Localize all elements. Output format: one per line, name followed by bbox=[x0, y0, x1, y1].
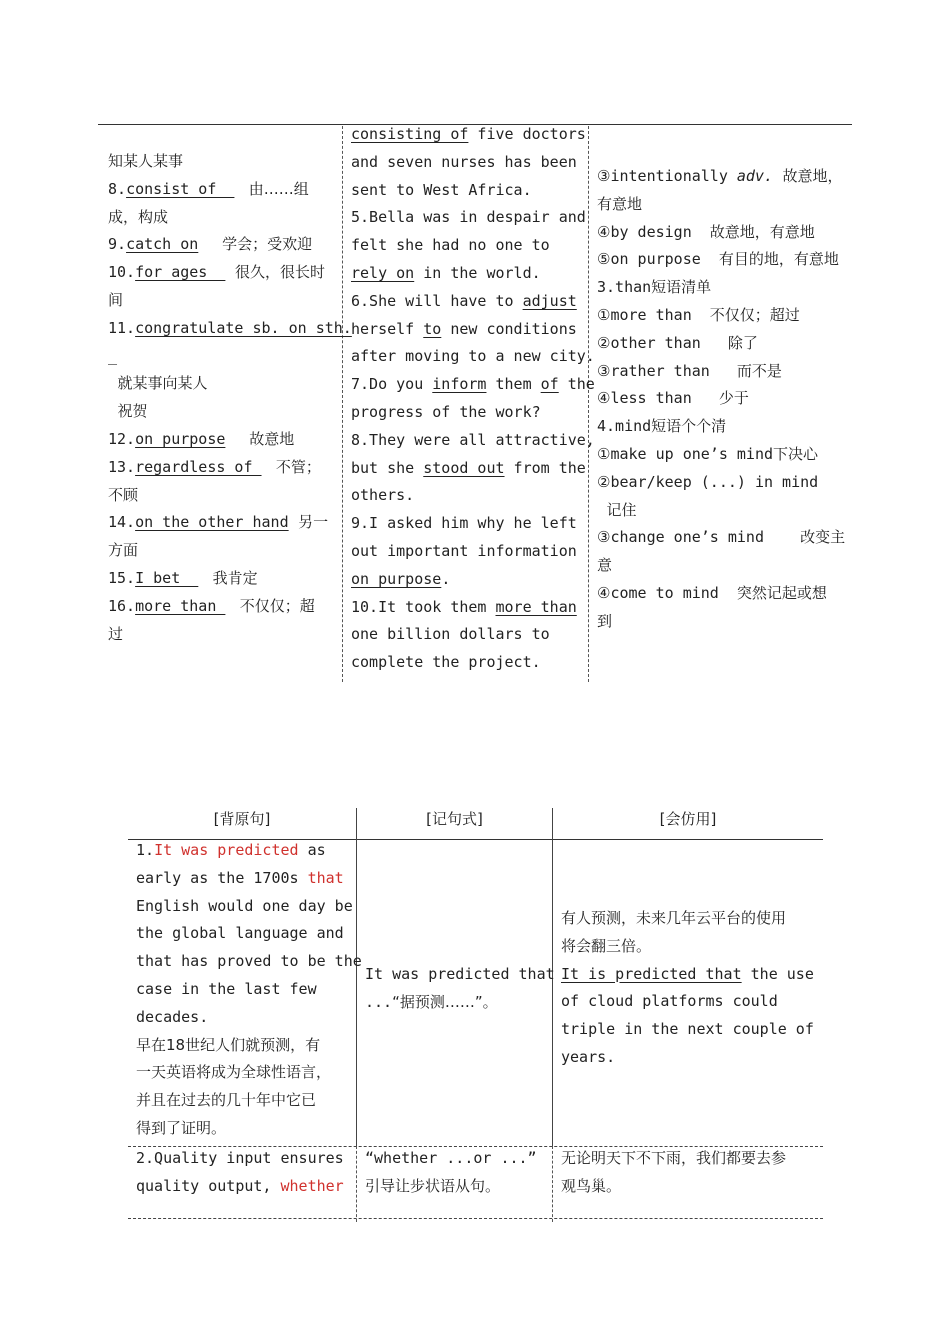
text-line bbox=[108, 286, 123, 314]
text-segment: sent to West Africa. bbox=[351, 180, 532, 199]
text-segment: 引导让步状语从句。 bbox=[365, 1176, 501, 1195]
text-segment: 9. bbox=[108, 235, 127, 254]
text-segment: 3.than短语清单 bbox=[597, 278, 712, 297]
text-line bbox=[351, 259, 541, 287]
text-line bbox=[561, 904, 786, 932]
text-segment: 知某人某事 bbox=[108, 152, 184, 170]
text-segment: 7.Do you bbox=[351, 375, 433, 394]
text-line bbox=[108, 397, 148, 425]
answer-underlined: on purpose bbox=[351, 569, 442, 588]
text-segment: 观鸟巢。 bbox=[561, 1176, 622, 1195]
text-line bbox=[108, 453, 321, 481]
text-line bbox=[351, 176, 532, 204]
highlighted-text: that bbox=[307, 868, 344, 887]
text-line bbox=[136, 1086, 316, 1114]
answer-underlined: stood out bbox=[423, 458, 505, 477]
text-segment: after moving to a new city. bbox=[351, 347, 595, 366]
text-segment: years. bbox=[561, 1048, 616, 1066]
text-segment: of cloud platforms could bbox=[561, 992, 778, 1011]
column-divider bbox=[588, 126, 589, 682]
text-line bbox=[108, 314, 352, 342]
text-segment: 一天英语将成为全球性语言， bbox=[136, 1063, 332, 1082]
text-segment: 早在18世纪人们就预测，有 bbox=[136, 1035, 321, 1054]
text-line bbox=[108, 175, 309, 203]
answer-underlined: for ages bbox=[135, 263, 226, 282]
text-line bbox=[351, 120, 586, 148]
text-segment: quality output, bbox=[136, 1176, 281, 1195]
text-line bbox=[108, 203, 168, 231]
text-segment: 6.She will have to bbox=[351, 291, 523, 310]
text-segment: from the bbox=[504, 458, 586, 477]
text-segment: and seven nurses has been bbox=[351, 152, 577, 171]
text-line bbox=[597, 440, 818, 468]
text-line bbox=[108, 536, 138, 564]
text-segment: 将会翻三倍。 bbox=[561, 936, 652, 955]
text-segment: 10. bbox=[108, 263, 136, 282]
text-line bbox=[351, 593, 577, 621]
answer-underlined: I bet bbox=[135, 569, 199, 587]
text-segment: as bbox=[298, 841, 326, 859]
text-segment: ⑤on purpose 有目的地，有意地 bbox=[597, 250, 839, 269]
text-line bbox=[136, 1058, 331, 1086]
text-segment: 2.Quality input ensures bbox=[136, 1149, 344, 1167]
text-line bbox=[351, 454, 586, 482]
text-line bbox=[108, 147, 183, 175]
column-divider bbox=[342, 126, 343, 682]
text-segment: 9.I asked him why he left bbox=[351, 514, 577, 533]
text-line bbox=[351, 148, 577, 176]
text-segment: 到 bbox=[597, 611, 613, 630]
text-segment: ②bear/keep (...) in mind bbox=[597, 472, 819, 491]
text-segment: 15. bbox=[108, 569, 136, 587]
text-line bbox=[351, 426, 595, 454]
text-line bbox=[597, 412, 726, 440]
text-segment: 11. bbox=[108, 318, 136, 337]
answer-underlined: on the other hand bbox=[135, 513, 289, 532]
text-line bbox=[597, 301, 800, 329]
text-segment: _ bbox=[108, 346, 118, 365]
text-segment: 故意地， bbox=[773, 167, 843, 185]
text-segment: adv. bbox=[736, 167, 774, 185]
text-segment: 并且在过去的几十年中它已 bbox=[136, 1091, 317, 1110]
text-line bbox=[136, 947, 362, 975]
answer-underlined: congratulate sb. on sth. bbox=[135, 318, 352, 337]
answer-underlined: It is predicted that bbox=[561, 964, 742, 983]
text-line bbox=[351, 537, 577, 565]
text-line bbox=[561, 1144, 786, 1172]
text-segment: ①more than 不仅仅；超过 bbox=[597, 306, 800, 324]
text-segment: It was predicted that bbox=[365, 965, 555, 983]
text-segment: early as the 1700s bbox=[136, 868, 308, 887]
text-line bbox=[365, 960, 555, 988]
text-line bbox=[597, 245, 839, 273]
text-segment: felt she had no one to bbox=[351, 236, 550, 255]
text-line bbox=[136, 1003, 208, 1031]
header-imitation: [会仿用] bbox=[659, 810, 717, 828]
answer-underlined: inform bbox=[432, 375, 487, 394]
answer-underlined: more than bbox=[495, 597, 577, 616]
text-segment: complete the project. bbox=[351, 653, 541, 672]
text-segment: others. bbox=[351, 486, 415, 505]
text-line bbox=[561, 932, 651, 960]
text-segment: 不管； bbox=[261, 457, 321, 476]
text-segment: ③rather than 而不是 bbox=[597, 361, 782, 380]
text-segment: five doctors bbox=[468, 125, 586, 143]
text-segment: case in the last few bbox=[136, 980, 317, 998]
text-line bbox=[108, 564, 258, 592]
answer-underlined: catch on bbox=[126, 235, 199, 254]
text-segment: 不顾 bbox=[108, 485, 139, 504]
text-line bbox=[108, 369, 208, 397]
text-line bbox=[108, 481, 138, 509]
text-line bbox=[351, 203, 586, 231]
answer-underlined: adjust bbox=[522, 291, 577, 310]
text-line bbox=[597, 551, 612, 579]
text-segment: 我肯定 bbox=[198, 569, 258, 587]
text-line bbox=[597, 190, 642, 218]
table-divider bbox=[356, 1146, 357, 1222]
text-segment: one billion dollars to bbox=[351, 625, 550, 644]
header-original-sentence: [背原句] bbox=[213, 810, 271, 828]
answer-underlined: of bbox=[540, 375, 559, 394]
text-segment: the global language and bbox=[136, 924, 344, 943]
text-line bbox=[136, 1031, 320, 1059]
text-line bbox=[108, 342, 117, 370]
text-segment: the use bbox=[741, 964, 814, 983]
text-line bbox=[561, 1043, 615, 1071]
text-line bbox=[108, 230, 312, 258]
text-line bbox=[351, 370, 595, 398]
text-line bbox=[597, 607, 612, 635]
answer-underlined: consisting of bbox=[351, 125, 469, 143]
text-segment: new conditions bbox=[441, 319, 577, 338]
answer-underlined: consist of bbox=[126, 179, 235, 198]
text-segment: decades. bbox=[136, 1007, 209, 1026]
text-line bbox=[351, 342, 595, 370]
text-segment: 5.Bella was in despair and bbox=[351, 208, 586, 227]
text-segment: ②other than 除了 bbox=[597, 333, 758, 352]
text-line bbox=[597, 162, 843, 190]
text-segment: 有人预测，未来几年云平台的使用 bbox=[561, 909, 787, 927]
text-segment: 间 bbox=[108, 291, 124, 309]
text-segment: 由……组 bbox=[234, 179, 309, 198]
text-segment: ③change one’s mind 改变主 bbox=[597, 528, 846, 547]
text-line bbox=[365, 1144, 537, 1172]
text-segment: 4.mind短语个个清 bbox=[597, 417, 727, 436]
text-line bbox=[597, 357, 782, 385]
text-segment: “据预测……”。 bbox=[392, 992, 498, 1011]
text-line bbox=[597, 496, 637, 524]
answer-underlined: regardless of bbox=[135, 457, 262, 476]
text-segment: 得到了证明。 bbox=[136, 1119, 227, 1137]
text-line bbox=[351, 315, 577, 343]
answer-underlined: more than bbox=[135, 596, 226, 615]
text-segment: 方面 bbox=[108, 541, 139, 560]
text-segment: the bbox=[558, 375, 595, 394]
text-line bbox=[351, 648, 541, 676]
text-line bbox=[597, 273, 711, 301]
text-line bbox=[351, 481, 414, 509]
text-segment: 学会；受欢迎 bbox=[198, 235, 313, 254]
text-line bbox=[136, 864, 344, 892]
text-segment: them bbox=[486, 375, 541, 394]
text-segment: ④come to mind 突然记起或想 bbox=[597, 584, 827, 602]
text-segment: “whether ...or ...” bbox=[365, 1149, 537, 1167]
text-line bbox=[136, 919, 344, 947]
text-segment: 祝贺 bbox=[108, 402, 148, 421]
text-line bbox=[136, 1144, 344, 1172]
text-line bbox=[597, 468, 818, 496]
text-segment: ... bbox=[365, 992, 393, 1011]
text-segment: 另一 bbox=[288, 513, 329, 532]
text-segment: 10.It took them bbox=[351, 597, 496, 616]
text-line bbox=[136, 1114, 226, 1142]
text-line bbox=[561, 1015, 814, 1043]
text-line bbox=[561, 960, 814, 988]
text-line bbox=[108, 425, 294, 453]
text-line bbox=[597, 329, 758, 357]
text-line bbox=[351, 565, 450, 593]
table-divider bbox=[356, 808, 357, 1146]
text-segment: ④by design 故意地，有意地 bbox=[597, 222, 815, 241]
text-line bbox=[365, 988, 498, 1016]
text-line bbox=[561, 1172, 621, 1200]
text-segment: ③intentionally bbox=[597, 167, 737, 185]
text-segment: 成，构成 bbox=[108, 207, 169, 226]
text-line bbox=[136, 975, 317, 1003]
text-line bbox=[351, 287, 577, 315]
text-segment: English would one day be bbox=[136, 896, 353, 915]
text-segment: 有意地 bbox=[597, 194, 643, 213]
answer-underlined: to bbox=[423, 319, 442, 338]
text-segment: 1. bbox=[136, 841, 155, 859]
text-line bbox=[561, 987, 778, 1015]
text-line bbox=[136, 892, 353, 920]
text-segment: herself bbox=[351, 319, 424, 338]
text-line bbox=[365, 1172, 500, 1200]
text-segment: 无论明天下不下雨，我们都要去参 bbox=[561, 1149, 787, 1167]
header-sentence-pattern: [记句式] bbox=[426, 810, 483, 828]
text-segment: out important information bbox=[351, 542, 577, 560]
text-line bbox=[351, 620, 550, 648]
text-line bbox=[136, 836, 326, 864]
text-segment: but she bbox=[351, 458, 424, 477]
text-segment: 很久，很长时 bbox=[225, 263, 325, 282]
text-segment: 就某事向某人 bbox=[108, 374, 208, 393]
text-segment: that has proved to be the bbox=[136, 952, 362, 971]
text-line bbox=[597, 384, 749, 412]
highlighted-text: It was predicted bbox=[154, 841, 299, 859]
text-line bbox=[136, 1172, 344, 1200]
text-segment: ①make up one’s mind下决心 bbox=[597, 445, 819, 463]
text-segment: ④less than 少于 bbox=[597, 389, 749, 408]
text-line bbox=[108, 258, 325, 286]
text-segment: 14. bbox=[108, 513, 136, 532]
answer-underlined: on purpose bbox=[135, 430, 226, 448]
text-segment: 不仅仅；超 bbox=[225, 596, 315, 615]
text-segment: 12. bbox=[108, 430, 136, 448]
text-line bbox=[108, 508, 328, 536]
text-line bbox=[108, 620, 123, 648]
text-segment: 记住 bbox=[597, 500, 637, 519]
text-line bbox=[597, 523, 845, 551]
text-segment: 16. bbox=[108, 596, 136, 615]
text-segment: 意 bbox=[597, 556, 613, 575]
text-segment: 8. bbox=[108, 179, 127, 198]
highlighted-text: whether bbox=[280, 1176, 344, 1195]
text-segment: 13. bbox=[108, 457, 136, 476]
text-line bbox=[597, 579, 827, 607]
text-segment: 过 bbox=[108, 624, 124, 643]
text-segment: triple in the next couple of bbox=[561, 1020, 814, 1039]
text-line bbox=[597, 218, 815, 246]
text-segment: . bbox=[441, 569, 451, 588]
text-segment: 8.They were all attractive, bbox=[351, 430, 595, 449]
text-line bbox=[351, 398, 541, 426]
text-segment: in the world. bbox=[414, 264, 541, 282]
table-divider bbox=[552, 1146, 553, 1222]
text-line bbox=[351, 509, 577, 537]
text-segment: 故意地 bbox=[225, 430, 295, 448]
text-line bbox=[351, 231, 550, 259]
table-bottom-rule bbox=[128, 1218, 823, 1219]
answer-underlined: rely on bbox=[351, 264, 415, 282]
text-segment: progress of the work? bbox=[351, 403, 541, 421]
text-line bbox=[108, 592, 315, 620]
